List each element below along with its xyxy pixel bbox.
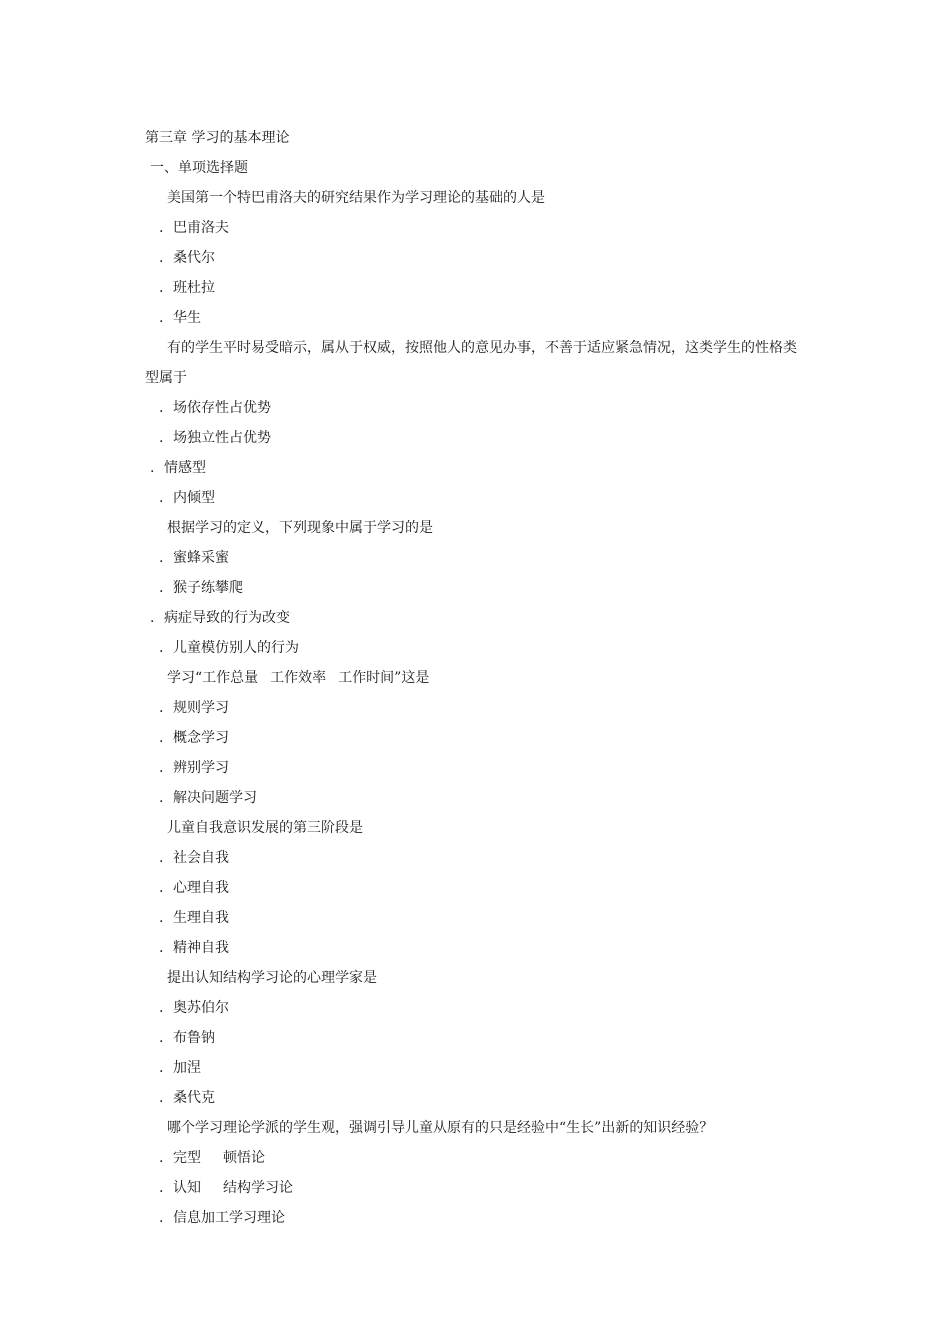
option-marker: . [159,400,164,416]
question-3-option [159,579,243,597]
option-text: 病症导致的行为改变 [164,610,290,626]
question-1-stem: 美国第一个特巴甫洛夫的研究结果作为学习理论的基础的人是 [167,190,545,206]
option-text: 认知 [173,1180,201,1196]
option-marker: . [159,880,164,896]
question-1-option [159,219,229,237]
option-text: 辨别学习 [173,760,229,776]
option-text: 桑代尔 [173,250,215,266]
option-marker: . [150,610,155,626]
option-text: 生理自我 [173,910,229,926]
question-6-option [159,1029,215,1047]
option-marker: . [159,730,164,746]
option-text: 情感型 [164,460,206,476]
option-marker: . [159,1000,164,1016]
question-2-option [159,429,271,447]
question-3-option [150,609,290,627]
question-3-option [159,639,299,657]
stem-part: 工作时间”这是 [338,670,430,686]
option-marker: . [159,1210,164,1226]
question-4-stem [167,669,429,687]
option-marker: . [159,910,164,926]
chapter-title: 第三章 学习的基本理论 [145,130,290,146]
option-text: 场依存性占优势 [173,400,271,416]
question-4-option [159,789,257,807]
option-text: 解决问题学习 [173,790,257,806]
question-7-option [159,1149,265,1167]
option-marker: . [159,760,164,776]
question-6-option [159,1089,215,1107]
question-7-option [159,1209,285,1227]
question-4-option [159,759,229,777]
option-marker: . [159,700,164,716]
question-2-option [159,399,271,417]
option-text: 巴甫洛夫 [173,220,229,236]
question-5-option [159,849,229,867]
option-marker: . [159,790,164,806]
question-6-option [159,1059,201,1077]
option-marker: . [159,250,164,266]
question-1-option [159,249,215,267]
option-marker: . [159,580,164,596]
option-text: 桑代克 [173,1090,215,1106]
section-heading: 一、单项选择题 [150,160,248,176]
question-7-stem: 哪个学习理论学派的学生观，强调引导儿童从原有的只是经验中“生长”出新的知识经验？ [167,1120,714,1136]
question-7-option [159,1179,293,1197]
option-marker: . [159,220,164,236]
question-2-option [159,489,215,507]
option-marker: . [159,1060,164,1076]
question-4-option [159,729,229,747]
stem-part: 学习“工作总量 [167,670,259,686]
question-5-option [159,939,229,957]
stem-part: 工作效率 [270,670,327,686]
option-text: 华生 [173,310,201,326]
option-text: 蜜蜂采蜜 [173,550,229,566]
option-text: 规则学习 [173,700,229,716]
question-5-option [159,909,229,927]
question-1-option [159,309,201,327]
question-5-option [159,879,229,897]
question-3-stem: 根据学习的定义，下列现象中属于学习的是 [167,520,433,536]
question-4-option [159,699,229,717]
option-text: 社会自我 [173,850,229,866]
option-marker: . [159,310,164,326]
option-marker: . [159,1150,164,1166]
option-text: 奥苏伯尔 [173,1000,229,1016]
question-6-option [159,999,229,1017]
option-marker: . [159,430,164,446]
question-3-option [159,549,229,567]
question-6-stem: 提出认知结构学习论的心理学家是 [167,970,377,986]
option-text: 场独立性占优势 [173,430,271,446]
option-text: 心理自我 [173,880,229,896]
option-text: 信息加工学习理论 [173,1210,285,1226]
question-2-stem-continued: 型属于 [145,370,187,386]
option-marker: . [159,640,164,656]
question-1-option [159,279,215,297]
option-text: 精神自我 [173,940,229,956]
question-5-stem: 儿童自我意识发展的第三阶段是 [167,820,363,836]
option-marker: . [159,1180,164,1196]
option-marker: . [159,550,164,566]
option-text: 儿童模仿别人的行为 [173,640,299,656]
option-marker: . [159,940,164,956]
option-marker: . [159,490,164,506]
option-marker: . [159,280,164,296]
option-text: 结构学习论 [223,1180,293,1196]
question-2-stem: 有的学生平时易受暗示，属从于权威，按照他人的意见办事，不善于适应紧急情况，这类学生的性格类 [167,340,797,356]
option-text: 加涅 [173,1060,201,1076]
option-marker: . [159,1090,164,1106]
option-marker: . [150,460,155,476]
option-marker: . [159,1030,164,1046]
option-text: 猴子练攀爬 [173,580,243,596]
option-marker: . [159,850,164,866]
option-text: 顿悟论 [223,1150,265,1166]
option-text: 完型 [173,1150,201,1166]
question-2-option [150,459,206,477]
option-text: 概念学习 [173,730,229,746]
option-text: 班杜拉 [173,280,215,296]
option-text: 布鲁钠 [173,1030,215,1046]
option-text: 内倾型 [173,490,215,506]
